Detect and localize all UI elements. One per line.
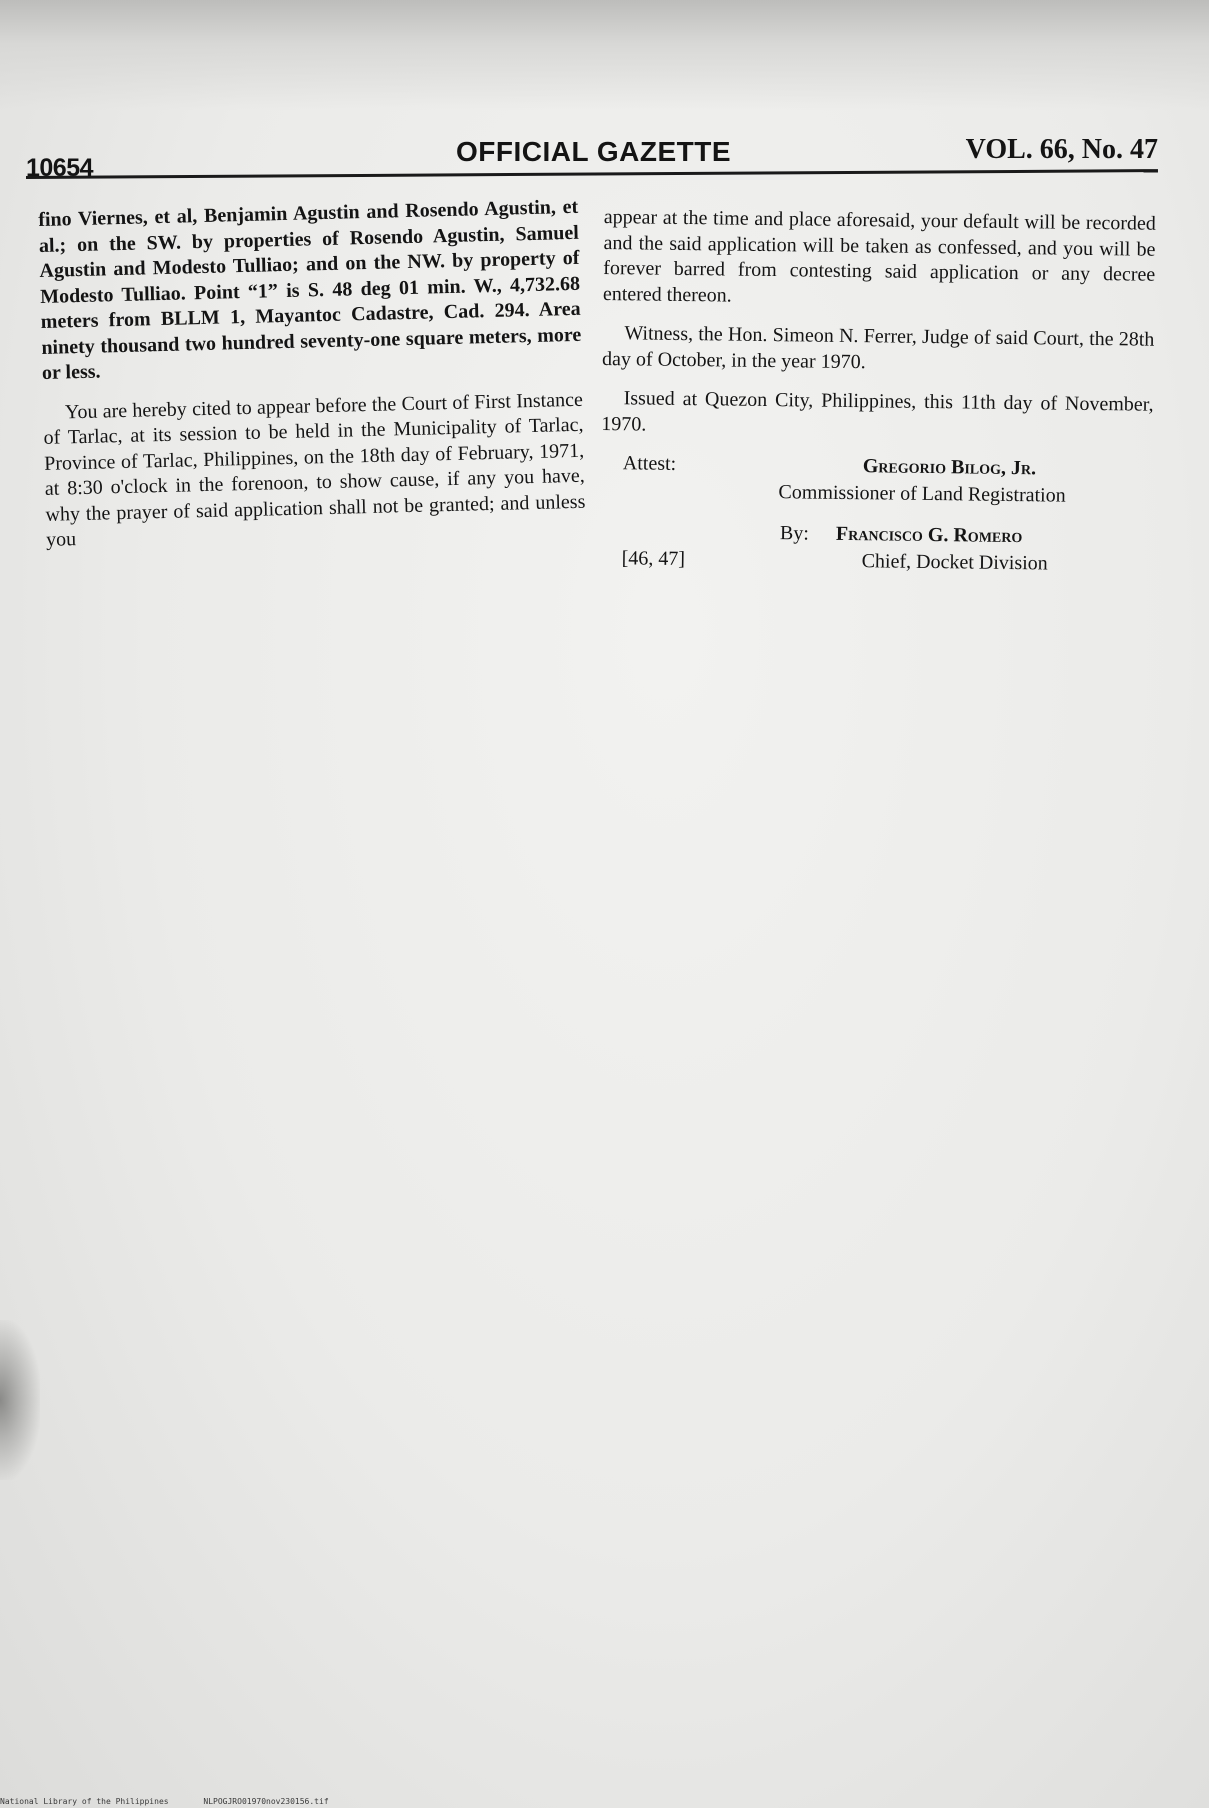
file-name: NLPOGJRO01970nov230156.tif (203, 1797, 329, 1806)
volume-number: VOL. 66, No. 47 (965, 134, 1158, 165)
scan-footer (0, 1797, 359, 1806)
attest-label: Attest: (622, 452, 677, 475)
scan-shadow-top (0, 0, 1209, 110)
deputy-title-row (600, 546, 1152, 580)
signatory-name: Gregorio Bilog, Jr. (862, 455, 1037, 480)
page-number: 10654 (26, 154, 94, 182)
left-column (38, 195, 586, 554)
issued-paragraph: Issued at Quezon City, Philippines, this 11th day of November, 1970. (601, 387, 1154, 436)
publication-title: OFFICIAL GAZETTE (456, 136, 732, 167)
witness-paragraph: Witness, the Hon. Simeon N. Ferrer, Judge of said Court, the 28th day of October, in the year 1970. (601, 322, 1155, 373)
right-column (600, 205, 1156, 580)
deputy-name: Francisco G. Romero (835, 522, 1023, 548)
scan-smudge-left (0, 1320, 40, 1480)
signatory-title: Commissioner of Land Registration (778, 481, 1066, 507)
boundary-description: fino Viernes, et al, Benjamin Agustin and Rosendo Agustin, et al.; on the SW. by properties of Rosendo Agustin, Samuel Agustin and Modesto Tulliao; and on the NW. by property of Modesto Tulliao. Point “1” is S. 48 deg 01 min. W., 4,732.68 meters from BLLM 1, Mayantoc Cadastre, Cad. 294. Area ninety thousand two hundred seventy-one square meters, more or less. (38, 195, 582, 384)
by-label: By: (779, 522, 810, 545)
default-warning: appear at the time and place aforesaid, your default will be recorded and the said application will be taken as confessed, and you will be forever barred from contesting said application or any decree entered thereon. (602, 205, 1156, 307)
signatory-title-row (600, 478, 1152, 512)
issue-reference: [46, 47] (621, 547, 686, 571)
library-credit: National Library of the Philippines (0, 1797, 169, 1806)
deputy-title: Chief, Docket Division (861, 550, 1048, 575)
citation-paragraph: You are hereby cited to appear before the Court of First Instance of Tarlac, at its session to be held in the Municipality of Tarlac, Province of Tarlac, Philippines, on the 18th day of February, 1971, at 8:30 o'clock in the forenoon, to show cause, if any you have, why the prayer of said application shall not be granted; and unless you (43, 388, 586, 551)
